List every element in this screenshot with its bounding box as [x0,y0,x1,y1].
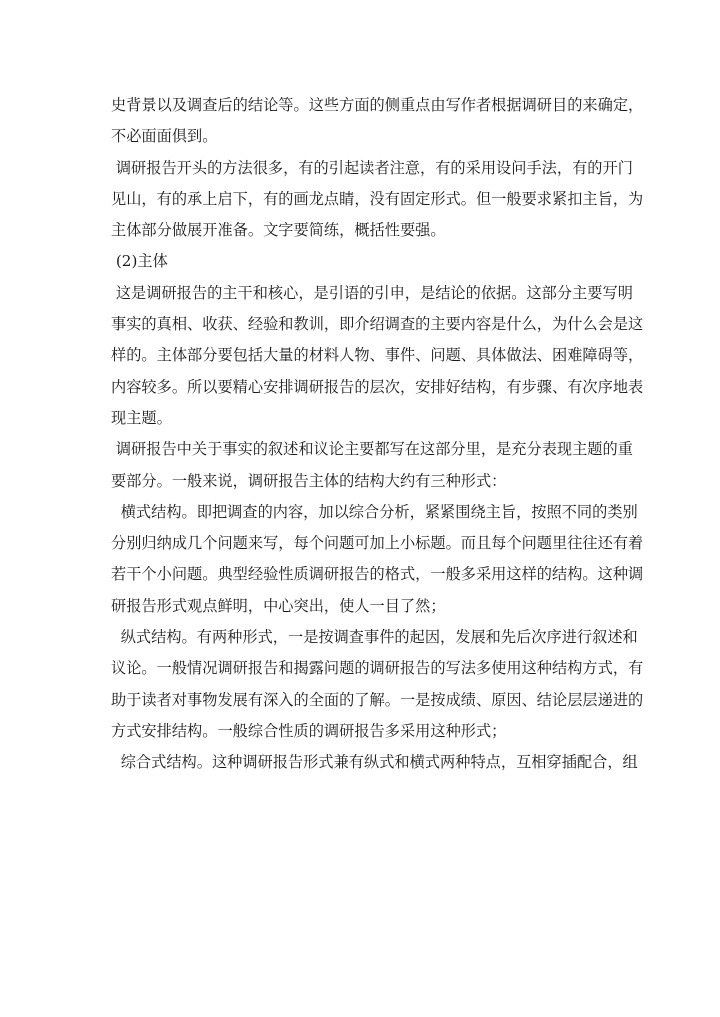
text-line: 若干个小问题。典型经验性质调研报告的格式，一般多采用这样的结构。这种调 [111,565,644,584]
text-line: 方式安排结构。一般综合性质的调研报告多采用这种形式； [111,721,507,740]
document-body [111,90,644,779]
text-line: 议论。一般情况调研报告和揭露问题的调研报告的写法多使用这种结构方式，有 [111,659,644,678]
text-line: 样的。主体部分要包括大量的材料人物、事件、问题、具体做法、困难障碍等， [111,346,644,365]
text-line: 现主题。 [111,408,172,427]
text-line: 不必面面俱到。 [111,127,218,146]
text-line: 要部分。一般来说，调研报告主体的结构大约有三种形式： [111,471,507,490]
text-line: 横式结构。即把调查的内容，加以综合分析，紧紧围绕主旨，按照不同的类别 [111,502,638,521]
text-line: 纵式结构。有两种形式，一是按调查事件的起因，发展和先后次序进行叙述和 [111,628,638,647]
text-line: 综合式结构。这种调研报告形式兼有纵式和横式两种特点，互相穿插配合，组 [111,753,638,772]
text-line: 这是调研报告的主干和核心，是引语的引申，是结论的依据。这部分主要写明 [111,283,633,302]
text-line: 研报告形式观点鲜明，中心突出，使人一目了然； [111,596,446,615]
text-line: 内容较多。所以要精心安排调研报告的层次，安排好结构，有步骤、有次序地表 [111,377,644,396]
text-line: 主体部分做展开准备。文字要简练，概括性要强。 [111,221,446,240]
text-line: 史背景以及调查后的结论等。这些方面的侧重点由写作者根据调研目的来确定， [111,96,644,114]
text-line: 事实的真相、收获、经验和教训，即介绍调查的主要内容是什么，为什么会是这 [111,315,644,334]
text-line: 分别归纳成几个问题来写，每个问题可加上小标题。而且每个问题里往往还有着 [111,534,644,553]
text-line: 助于读者对事物发展有深入的全面的了解。一是按成绩、原因、结论层层递进的 [111,690,644,709]
text-line: 调研报告中关于事实的叙述和议论主要都写在这部分里，是充分表现主题的重 [111,440,633,459]
text-line: 见山，有的承上启下，有的画龙点睛，没有固定形式。但一般要求紧扣主旨，为 [111,189,644,208]
section-heading: (2)主体 [111,252,168,271]
text-line: 调研报告开头的方法很多，有的引起读者注意，有的采用设问手法，有的开门 [111,158,633,177]
